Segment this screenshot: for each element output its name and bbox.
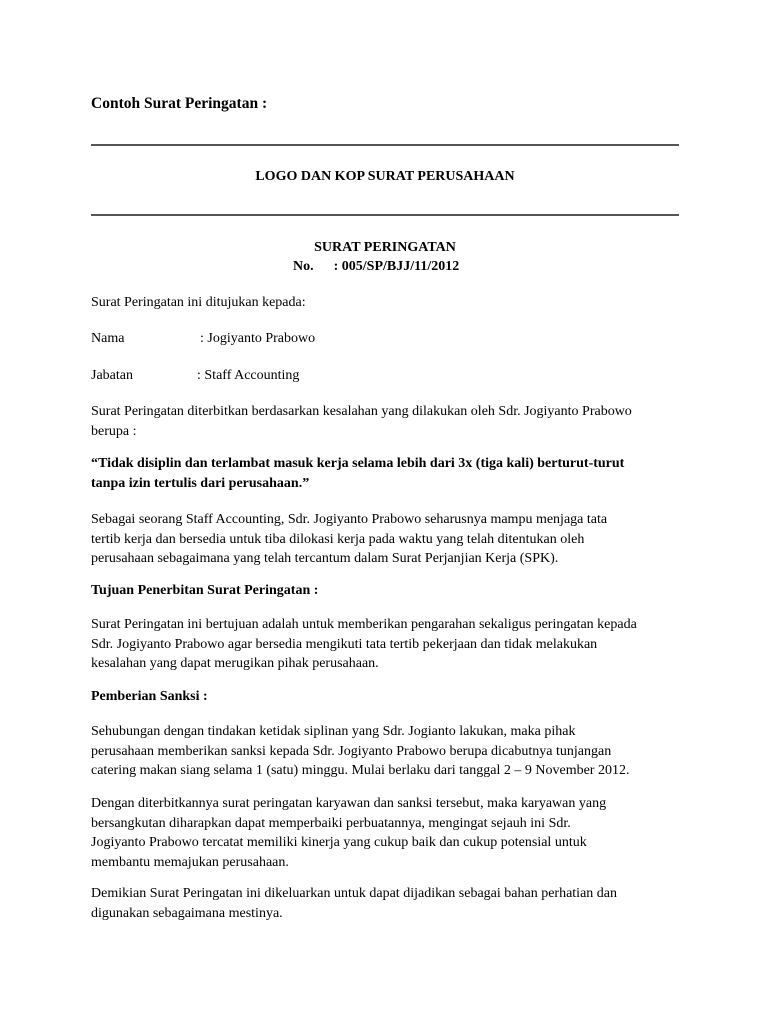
obligation-line-2: tertib kerja dan bersedia untuk tiba dilokasi kerja pada waktu yang telah ditentukan oleh <box>91 531 585 547</box>
sanction-paragraph <box>91 722 629 781</box>
document-heading: Contoh Surat Peringatan : <box>91 95 268 112</box>
violation-line-2: tanpa izin tertulis dari perusahaan.” <box>91 475 310 491</box>
violation-line-1: “Tidak disiplin dan terlambat masuk kerja selama lebih dari 3x (tiga kali) berturut-turut <box>91 456 625 471</box>
sanction-line-2: perusahaan memberikan sanksi kepada Sdr. Jogiyanto Prabowo berupa dicabutnya tunjangan <box>91 743 612 759</box>
obligation-line-3: perusahaan sebagaimana yang telah tercantum dalam Surat Perjanjian Kerja (SPK). <box>91 551 559 566</box>
divider-top <box>91 144 679 146</box>
purpose-line-3: kesalahan yang dapat merugikan pihak perusahaan. <box>91 656 379 671</box>
closing-line-2: digunakan sebagaimana mestinya. <box>91 905 283 921</box>
purpose-line-1: Surat Peringatan ini bertujuan adalah untuk memberikan pengarahan sekaligus peringatan kepada <box>91 617 637 632</box>
reason-paragraph <box>91 402 632 441</box>
reason-line-1: Surat Peringatan diterbitkan berdasarkan kesalahan yang dilakukan oleh Sdr. Jogiyanto Prabowo <box>91 404 632 419</box>
purpose-heading: Tujuan Penerbitan Surat Peringatan : <box>91 583 319 598</box>
name-label: Nama <box>91 331 125 346</box>
closing-paragraph <box>91 884 617 923</box>
purpose-line-2: Sdr. Jogiyanto Prabowo agar bersedia mengikuti tata tertib pekerjaan dan tidak melakukan <box>91 636 598 652</box>
sanction-line-1: Sehubungan dengan tindakan ketidak siplinan yang Sdr. Jogianto lakukan, maka pihak <box>91 724 576 739</box>
letter-number <box>293 257 459 276</box>
letter-number-label: No. <box>293 259 314 274</box>
position-value: : Staff Accounting <box>197 368 300 383</box>
position-label: Jabatan <box>91 368 133 383</box>
letter-number-value: : 005/SP/BJJ/11/2012 <box>333 259 460 274</box>
sanction-line-3: catering makan siang selama 1 (satu) minggu. Mulai berlaku dari tanggal 2 – 9 November 2012. <box>91 763 630 778</box>
letterhead-placeholder: LOGO DAN KOP SURAT PERUSAHAAN <box>255 169 515 184</box>
name-value: : Jogiyanto Prabowo <box>200 331 316 346</box>
hope-line-4: membantu memajukan perusahaan. <box>91 854 289 870</box>
violation-paragraph <box>91 454 624 493</box>
divider-bottom <box>91 214 679 216</box>
closing-line-1: Demikian Surat Peringatan ini dikeluarkan untuk dapat dijadikan sebagai bahan perhatian dan <box>91 886 617 901</box>
hope-line-2: bersangkutan diharapkan dapat memperbaiki perbuatannya, mengingat sejauh ini Sdr. <box>91 815 571 831</box>
hope-line-3: Jogiyanto Prabowo tercatat memiliki kinerja yang cukup baik dan cukup potensial untuk <box>91 835 587 850</box>
addressed-to: Surat Peringatan ini ditujukan kepada: <box>91 295 306 310</box>
letter-title: SURAT PERINGATAN <box>314 240 456 255</box>
obligation-paragraph <box>91 510 607 569</box>
sanction-heading: Pemberian Sanksi : <box>91 689 208 704</box>
hope-line-1: Dengan diterbitkannya surat peringatan karyawan dan sanksi tersebut, maka karyawan yang <box>91 796 607 811</box>
hope-paragraph <box>91 794 606 872</box>
obligation-line-1: Sebagai seorang Staff Accounting, Sdr. Jogiyanto Prabowo seharusnya mampu menjaga tata <box>91 512 608 527</box>
reason-line-2: berupa : <box>91 423 137 439</box>
purpose-paragraph <box>91 615 637 674</box>
